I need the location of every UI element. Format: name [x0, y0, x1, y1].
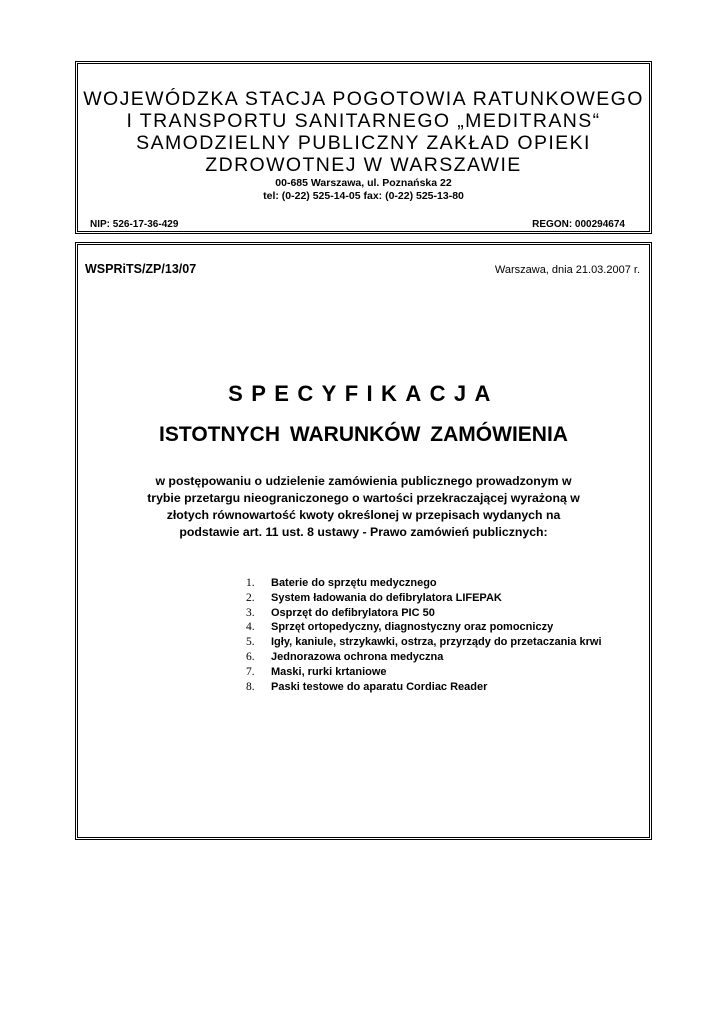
- institution-name-line-3: SAMODZIELNY PUBLICZNY ZAKŁAD OPIEKI: [136, 132, 591, 154]
- list-item-number: 6.: [246, 650, 255, 663]
- document-subtitle: ISTOTNYCH WARUNKÓW ZAMÓWIENIA: [159, 423, 568, 446]
- intro-line-4: podstawie art. 11 ust. 8 ustawy - Prawo zamówień publicznych:: [179, 525, 548, 539]
- institution-phone-fax: tel: (0-22) 525-14-05 fax: (0-22) 525-13-80: [263, 190, 464, 202]
- institution-name-line-4: ZDROWOTNEJ W WARSZAWIE: [205, 154, 522, 176]
- nip-number: NIP: 526-17-36-429: [90, 219, 179, 230]
- list-item-number: 5.: [246, 636, 255, 649]
- institution-name-line-1: WOJEWÓDZKA STACJA POGOTOWIA RATUNKOWEGO: [83, 88, 644, 110]
- document-title: SPECYFIKACJA: [228, 381, 499, 406]
- list-item-text: System ładowania do defibrylatora LIFEPAK: [271, 591, 502, 604]
- document-signature: WSPRiTS/ZP/13/07: [85, 262, 197, 276]
- list-item-number: 1.: [246, 577, 255, 589]
- institution-address: 00-685 Warszawa, ul. Poznańska 22: [275, 177, 452, 189]
- list-item-number: 4.: [246, 621, 255, 634]
- document-body-box: [77, 244, 650, 838]
- list-item-text: Osprzęt do defibrylatora PIC 50: [271, 606, 435, 619]
- list-item-text: Sprzęt ortopedyczny, diagnostyczny oraz pomocniczy: [271, 621, 554, 634]
- list-item-text: Maski, rurki krtaniowe: [271, 665, 387, 678]
- regon-number: REGON: 000294674: [532, 219, 625, 230]
- intro-line-3: złotych równowartość kwoty określonej w przepisach wydanych na: [166, 508, 561, 522]
- header-box: [77, 63, 650, 232]
- intro-line-2: trybie przetargu nieograniczonego o wartości przekraczającej wyrażoną w: [147, 491, 580, 505]
- list-item-text: Igły, kaniule, strzykawki, ostrza, przyrządy do przetaczania krwi: [271, 636, 602, 649]
- list-item-number: 8.: [246, 680, 255, 693]
- list-item-text: Baterie do sprzętu medycznego: [271, 577, 437, 589]
- list-item-text: Paski testowe do aparatu Cordiac Reader: [271, 680, 488, 693]
- list-item-number: 3.: [246, 606, 255, 619]
- list-item-number: 2.: [246, 591, 255, 604]
- place-and-date: Warszawa, dnia 21.03.2007 r.: [494, 264, 640, 276]
- list-item-text: Jednorazowa ochrona medyczna: [271, 650, 444, 663]
- list-item-number: 7.: [246, 665, 255, 678]
- institution-name-line-2: I TRANSPORTU SANITARNEGO „MEDITRANS“: [126, 110, 601, 132]
- intro-line-1: w postępowaniu o udzielenie zamówienia publicznego prowadzonym w: [155, 474, 572, 488]
